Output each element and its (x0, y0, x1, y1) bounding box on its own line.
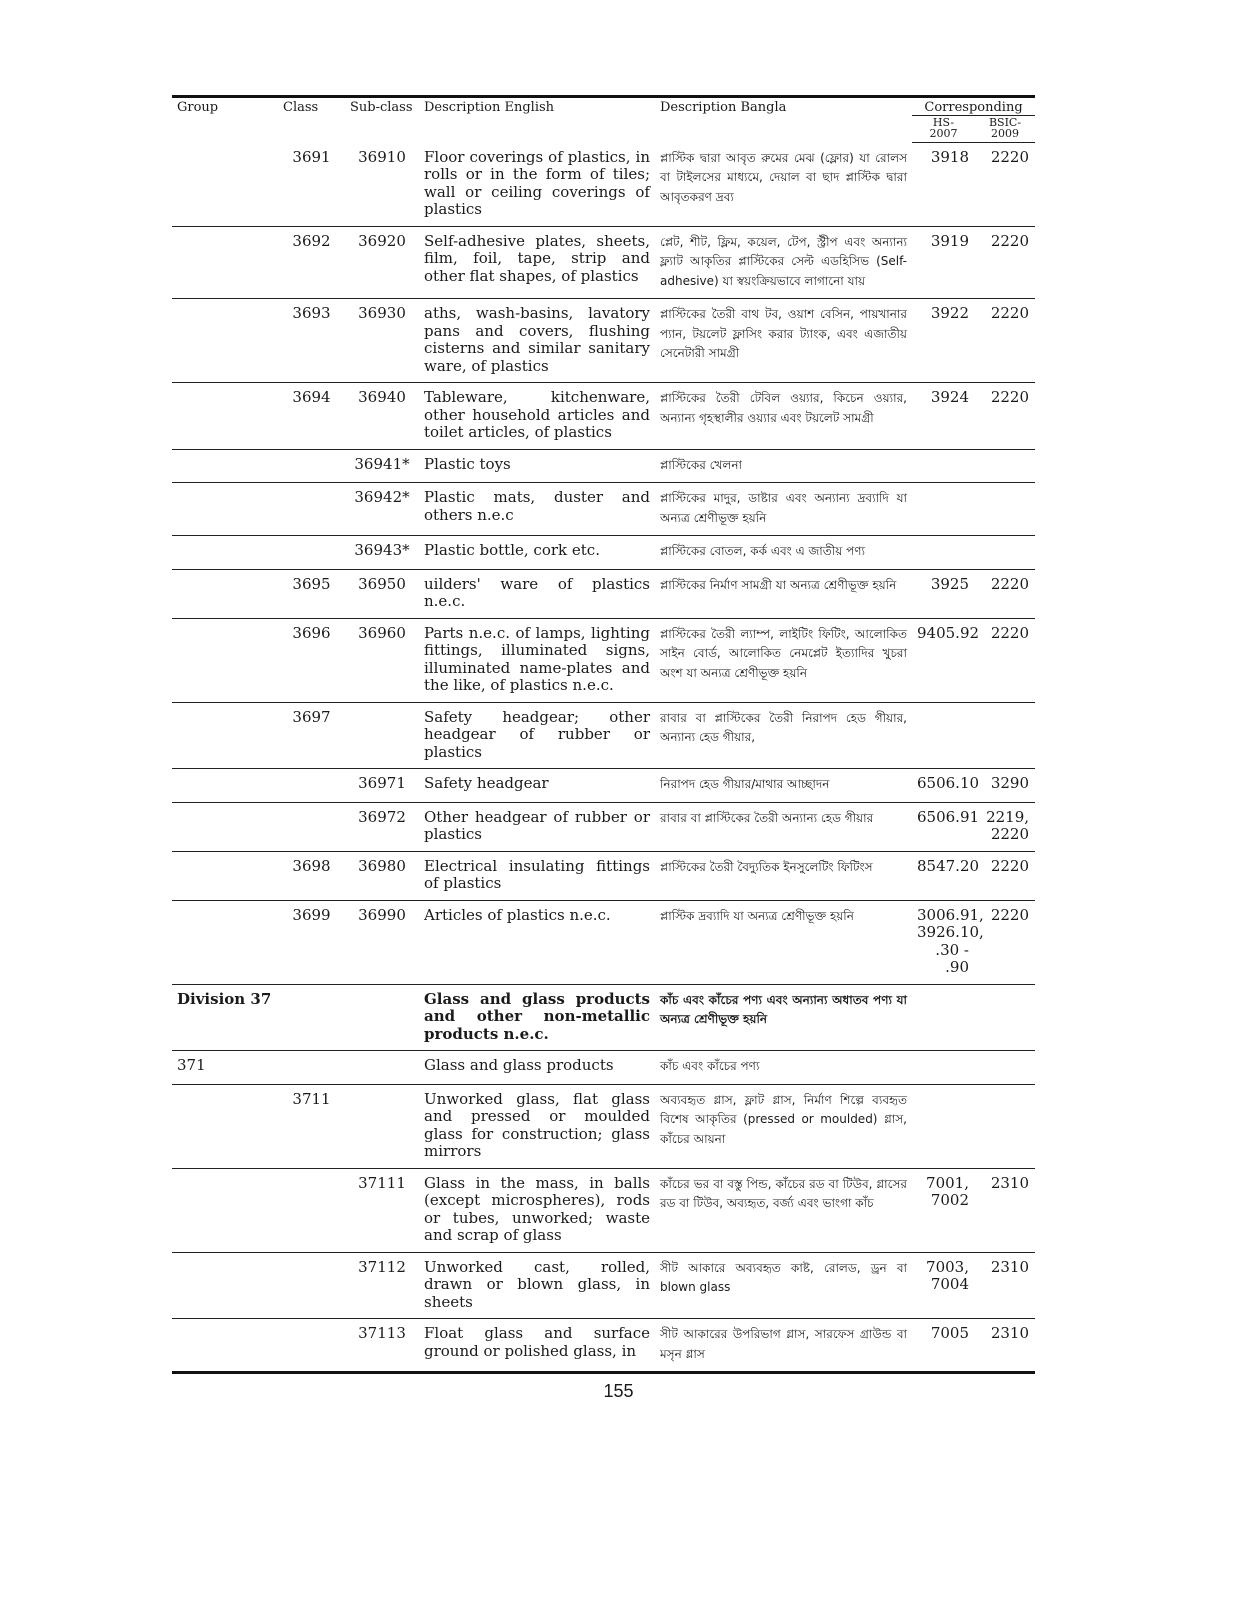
cell-class: 3711 (278, 1084, 345, 1168)
cell-group (172, 702, 278, 769)
cell-description-english: Unworked cast, rolled, drawn or blown glass, in sheets (419, 1252, 655, 1319)
cell-group (172, 769, 278, 803)
header-corresponding: Corresponding (912, 97, 1035, 116)
cell-description-english: Safety headgear; other headgear of rubber or plastics (419, 702, 655, 769)
header-description-bangla: Description Bangla (655, 97, 912, 143)
cell-description-bangla: প্লাস্টিকের তৈরী বাথ টব, ওয়াশ বেসিন, পায়খানার প্যান, টয়লেট ফ্লাসিং করার ট্যাংক, এবং এজাতীয় সেনেটারী সামগ্রী (655, 299, 912, 383)
cell-class: 3694 (278, 383, 345, 450)
cell-hs-2007 (912, 984, 975, 1051)
table-row (172, 1051, 1035, 1085)
classification-table-page (172, 95, 1035, 1374)
cell-bsic-2009: 2220 (975, 618, 1035, 702)
cell-class (278, 483, 345, 536)
cell-class (278, 1252, 345, 1319)
cell-description-bangla: কাঁচের ভর বা বস্তু পিন্ড, কাঁচের রড বা টিউব, গ্লাসের রড বা টিউব, অব্যহৃত, বর্জ্য এবং ভাংগা কাঁচ (655, 1168, 912, 1252)
cell-class (278, 1319, 345, 1373)
cell-hs-2007: 3924 (912, 383, 975, 450)
cell-group: Division 37 (172, 984, 278, 1051)
cell-bsic-2009: 2220 (975, 143, 1035, 227)
cell-group (172, 1168, 278, 1252)
table-row (172, 1084, 1035, 1168)
cell-subclass: 36971 (345, 769, 419, 803)
cell-hs-2007: 6506.10 (912, 769, 975, 803)
cell-hs-2007: 3006.91, 3926.10, .30 - .90 (912, 900, 975, 984)
page-number: 155 (603, 1381, 634, 1401)
cell-class: 3696 (278, 618, 345, 702)
cell-group (172, 536, 278, 570)
cell-group (172, 226, 278, 299)
cell-group (172, 569, 278, 618)
cell-class: 3691 (278, 143, 345, 227)
cell-description-bangla: প্লাস্টিকের তৈরী ল্যাম্প, লাইটিং ফিটিং, আলোকিত সাইন বোর্ড, আলোকিত নেমপ্লেট ইত্যাদির খুচরা অংশ যা অন্যত্র শ্রেণীভূক্ত হয়নি (655, 618, 912, 702)
cell-class: 3692 (278, 226, 345, 299)
cell-group (172, 299, 278, 383)
cell-hs-2007 (912, 702, 975, 769)
cell-class (278, 769, 345, 803)
cell-hs-2007: 7001, 7002 (912, 1168, 975, 1252)
cell-subclass (345, 702, 419, 769)
cell-hs-2007: 3922 (912, 299, 975, 383)
cell-hs-2007: 9405.92 (912, 618, 975, 702)
cell-description-bangla: প্লাস্টিক দ্রব্যাদি যা অন্যত্র শ্রেণীভূক্ত হয়নি (655, 900, 912, 984)
cell-subclass: 36950 (345, 569, 419, 618)
table-row (172, 299, 1035, 383)
cell-class (278, 1168, 345, 1252)
cell-hs-2007: 3918 (912, 143, 975, 227)
cell-description-english: Plastic bottle, cork etc. (419, 536, 655, 570)
cell-description-bangla: কাঁচ এবং কাঁচের পণ্য এবং অন্যান্য অধাতব পণ্য যা অন্যত্র শ্রেণীভূক্ত হয়নি (655, 984, 912, 1051)
cell-description-english: Unworked glass, flat glass and pressed or moulded glass for construction; glass mirrors (419, 1084, 655, 1168)
table-row (172, 618, 1035, 702)
cell-class: 3699 (278, 900, 345, 984)
header-class: Class (278, 97, 345, 143)
cell-bsic-2009: 2220 (975, 851, 1035, 900)
table-row (172, 569, 1035, 618)
cell-description-bangla: কাঁচ এবং কাঁচের পণ্য (655, 1051, 912, 1085)
cell-hs-2007: 3925 (912, 569, 975, 618)
cell-group (172, 802, 278, 851)
cell-bsic-2009: 2310 (975, 1168, 1035, 1252)
cell-subclass: 37112 (345, 1252, 419, 1319)
cell-description-bangla: প্লেট, শীট, ফ্লিম, কয়েল, টেপ, স্ট্রীপ এবং অন্যান্য ফ্ল্যাট আকৃতির প্লাস্টিকের সেল্ট এডহিসিভ (Self-adhesive) যা স্বয়ংক্রিয়ভাবে লাগানো যায় (655, 226, 912, 299)
header-description-english: Description English (419, 97, 655, 143)
cell-bsic-2009 (975, 1051, 1035, 1085)
cell-hs-2007 (912, 536, 975, 570)
cell-class: 3698 (278, 851, 345, 900)
table-row (172, 1168, 1035, 1252)
cell-description-bangla: নিরাপদ হেড গীয়ার/মাথার আচ্ছাদন (655, 769, 912, 803)
cell-group (172, 851, 278, 900)
cell-subclass: 36990 (345, 900, 419, 984)
cell-group (172, 618, 278, 702)
cell-description-english: Plastic mats, duster and others n.e.c (419, 483, 655, 536)
cell-bsic-2009: 2310 (975, 1252, 1035, 1319)
cell-description-english: Glass in the mass, in balls (except microspheres), rods or tubes, unworked; waste and scrap of glass (419, 1168, 655, 1252)
cell-hs-2007: 6506.91 (912, 802, 975, 851)
cell-subclass (345, 1084, 419, 1168)
cell-subclass: 36942* (345, 483, 419, 536)
cell-class (278, 984, 345, 1051)
cell-subclass: 36941* (345, 449, 419, 483)
cell-bsic-2009: 3290 (975, 769, 1035, 803)
cell-description-bangla: রাবার বা প্লাস্টিকের তৈরী নিরাপদ হেড গীয়ার, অন্যান্য হেড গীয়ার, (655, 702, 912, 769)
cell-description-english: Parts n.e.c. of lamps, lighting fittings, illuminated signs, illuminated name-plates and the like, of plastics n.e.c. (419, 618, 655, 702)
cell-hs-2007 (912, 483, 975, 536)
cell-description-bangla: সীট আকারে অব্যবহৃত কাষ্ট, রোলড, ড্রন বা blown glass (655, 1252, 912, 1319)
cell-hs-2007: 7003, 7004 (912, 1252, 975, 1319)
cell-group (172, 483, 278, 536)
cell-description-bangla: অব্যবহৃত গ্লাস, ফ্লাট গ্লাস, নির্মাণ শিল্পে ব্যবহৃত বিশেষ আকৃতির (pressed or moulded) গ্লাস, কাঁচের আয়না (655, 1084, 912, 1168)
cell-group: 371 (172, 1051, 278, 1085)
cell-subclass: 36943* (345, 536, 419, 570)
cell-group (172, 1252, 278, 1319)
table-row (172, 702, 1035, 769)
cell-class (278, 1051, 345, 1085)
cell-bsic-2009: 2220 (975, 299, 1035, 383)
cell-bsic-2009: 2220 (975, 900, 1035, 984)
table-row (172, 536, 1035, 570)
cell-bsic-2009: 2219, 2220 (975, 802, 1035, 851)
cell-hs-2007: 7005 (912, 1319, 975, 1373)
cell-bsic-2009: 2310 (975, 1319, 1035, 1373)
cell-subclass: 36930 (345, 299, 419, 383)
cell-subclass: 36920 (345, 226, 419, 299)
table-row (172, 1319, 1035, 1373)
cell-description-english: Articles of plastics n.e.c. (419, 900, 655, 984)
cell-subclass: 36972 (345, 802, 419, 851)
table-row (172, 1252, 1035, 1319)
cell-description-bangla: সীট আকারের উপরিভাগ গ্লাস, সারফেস গ্রাউন্ড বা মসৃন গ্লাস (655, 1319, 912, 1373)
cell-class: 3693 (278, 299, 345, 383)
table-body (172, 143, 1035, 1373)
cell-description-bangla: প্লাস্টিকের নির্মাণ সামগ্রী যা অন্যত্র শ্রেণীভূক্ত হয়নি (655, 569, 912, 618)
cell-description-english: Floor coverings of plastics, in rolls or in the form of tiles; wall or ceiling coverings of plastics (419, 143, 655, 227)
table-row (172, 483, 1035, 536)
cell-bsic-2009: 2220 (975, 569, 1035, 618)
table-row (172, 383, 1035, 450)
cell-description-english: aths, wash-basins, lavatory pans and covers, flushing cisterns and similar sanitary ware, of plastics (419, 299, 655, 383)
cell-class: 3697 (278, 702, 345, 769)
cell-description-bangla: রাবার বা প্লাস্টিকের তৈরী অন্যান্য হেড গীয়ার (655, 802, 912, 851)
cell-hs-2007 (912, 1084, 975, 1168)
cell-subclass (345, 984, 419, 1051)
cell-description-english: Plastic toys (419, 449, 655, 483)
cell-subclass: 37113 (345, 1319, 419, 1373)
cell-class (278, 536, 345, 570)
cell-hs-2007 (912, 1051, 975, 1085)
cell-description-english: uilders' ware of plastics n.e.c. (419, 569, 655, 618)
cell-bsic-2009 (975, 1084, 1035, 1168)
cell-subclass: 36940 (345, 383, 419, 450)
cell-group (172, 143, 278, 227)
cell-subclass: 36980 (345, 851, 419, 900)
cell-class: 3695 (278, 569, 345, 618)
table-row (172, 802, 1035, 851)
cell-hs-2007: 8547.20 (912, 851, 975, 900)
cell-description-bangla: প্লাস্টিকের বোতল, কর্ক এবং এ জাতীয় পণ্য (655, 536, 912, 570)
table-row (172, 449, 1035, 483)
table-row (172, 851, 1035, 900)
cell-description-english: Safety headgear (419, 769, 655, 803)
cell-group (172, 1084, 278, 1168)
cell-description-english: Other headgear of rubber or plastics (419, 802, 655, 851)
cell-class (278, 449, 345, 483)
cell-description-english: Glass and glass products and other non-metallic products n.e.c. (419, 984, 655, 1051)
classification-table (172, 95, 1035, 1374)
table-row (172, 769, 1035, 803)
division-row (172, 984, 1035, 1051)
cell-bsic-2009 (975, 702, 1035, 769)
header-hs-2007: HS- 2007 (912, 116, 975, 143)
cell-hs-2007: 3919 (912, 226, 975, 299)
cell-group (172, 900, 278, 984)
cell-subclass: 37111 (345, 1168, 419, 1252)
cell-description-english: Tableware, kitchenware, other household articles and toilet articles, of plastics (419, 383, 655, 450)
cell-description-english: Float glass and surface ground or polished glass, in (419, 1319, 655, 1373)
cell-bsic-2009 (975, 536, 1035, 570)
cell-bsic-2009 (975, 449, 1035, 483)
cell-bsic-2009 (975, 984, 1035, 1051)
header-subclass: Sub-class (345, 97, 419, 143)
cell-group (172, 449, 278, 483)
cell-bsic-2009: 2220 (975, 226, 1035, 299)
cell-description-bangla: প্লাস্টিকের খেলনা (655, 449, 912, 483)
cell-group (172, 1319, 278, 1373)
cell-description-bangla: প্লাস্টিকের মাদুর, ডাষ্টার এবং অন্যান্য দ্রব্যাদি যা অন্যত্র শ্রেণীভূক্ত হয়নি (655, 483, 912, 536)
cell-subclass (345, 1051, 419, 1085)
cell-subclass: 36960 (345, 618, 419, 702)
table-row (172, 900, 1035, 984)
table-row (172, 143, 1035, 227)
cell-group (172, 383, 278, 450)
cell-description-bangla: প্লাস্টিকের তৈরী টেবিল ওয়্যার, কিচেন ওয়্যার, অন্যান্য গৃহস্থালীর ওয়্যার এবং টয়লেট সামগ্রী (655, 383, 912, 450)
table-row (172, 226, 1035, 299)
cell-description-english: Self-adhesive plates, sheets, film, foil, tape, strip and other flat shapes, of plastics (419, 226, 655, 299)
header-bsic-2009: BSIC- 2009 (975, 116, 1035, 143)
cell-hs-2007 (912, 449, 975, 483)
cell-description-bangla: প্লাস্টিকের তৈরী বৈদ্যুতিক ইনসুলেটিং ফিটিংস (655, 851, 912, 900)
cell-description-english: Electrical insulating fittings of plastics (419, 851, 655, 900)
cell-bsic-2009: 2220 (975, 383, 1035, 450)
cell-bsic-2009 (975, 483, 1035, 536)
cell-subclass: 36910 (345, 143, 419, 227)
cell-class (278, 802, 345, 851)
cell-description-bangla: প্লাস্টিক দ্বারা আবৃত রুমের মেঝ (ফ্লোর) যা রোলস বা টাইলসের মাধ্যমে, দেয়াল বা ছাদ প্লাস্টিক দ্বারা আবৃতকরণ দ্রব্য (655, 143, 912, 227)
cell-description-english: Glass and glass products (419, 1051, 655, 1085)
header-group: Group (172, 97, 278, 143)
